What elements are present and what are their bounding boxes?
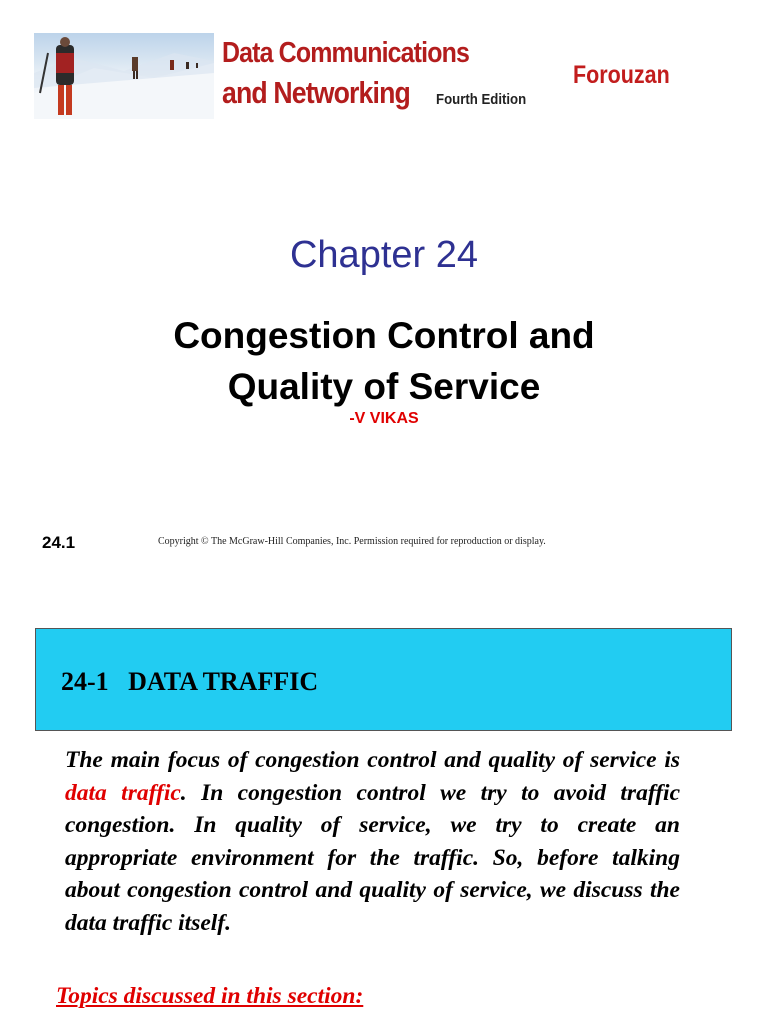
chapter-subtitle-line2: Quality of Service [227,366,541,407]
author-byline: -V VIKAS [349,410,419,427]
book-edition: Fourth Edition [436,91,527,108]
book-author: Forouzan [573,61,670,89]
mountain-climbers-image [34,33,214,119]
topics-heading: Topics discussed in this section: [56,983,364,1009]
climbers-photo [34,33,214,119]
copyright-notice: Copyright © The McGraw-Hill Companies, Inc. Permission required for reproduction or display. [158,536,546,547]
chapter-subtitle [0,310,768,412]
slide-number: 24.1 [42,533,76,552]
chapter-title: Chapter 24 [289,234,478,276]
paragraph-text-start: The main focus of congestion control and quality of service is [65,747,680,773]
paragraph-highlight: data traffic [65,779,181,806]
paragraph-text-end: . In congestion control we try to avoid traffic congestion. In quality of service, we try to create an appropriate environment for the traffic. So, before talking about congestion control and quality of service, we discuss the data traffic itself. [65,779,681,936]
book-title-line2: and Networking [222,75,410,110]
section-heading-box [35,628,732,731]
section-heading: 24-1 DATA TRAFFIC [61,667,319,696]
section-paragraph [65,744,680,939]
chapter-subtitle-line1: Congestion Control and [173,315,595,356]
book-banner [34,33,734,123]
book-title-line1: Data Communications [222,37,469,69]
